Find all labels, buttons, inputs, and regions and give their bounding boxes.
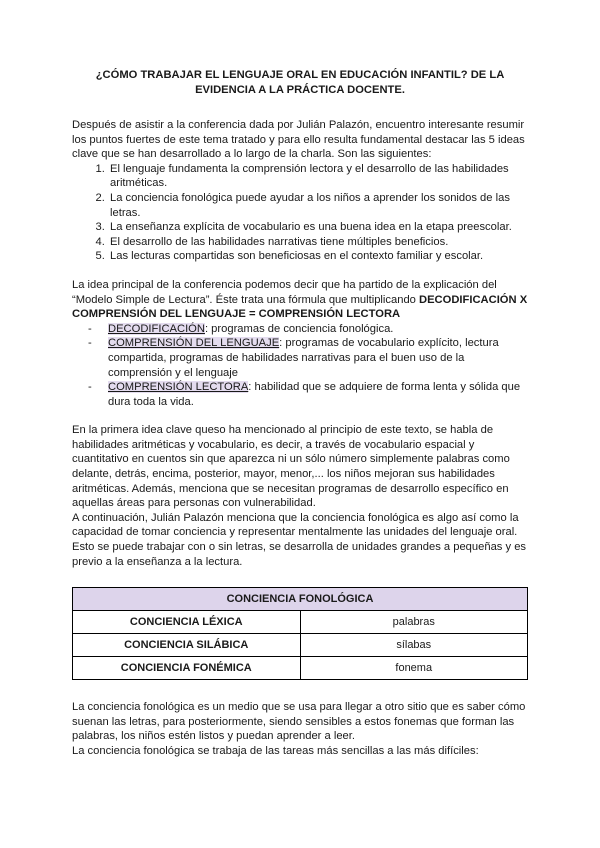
phonological-table [72,587,528,680]
table-cell-value: fonema [300,657,528,680]
model-formula: DECODIFICACIÓN X COMPRENSIÓN DEL LENGUAJE = COMPRENSIÓN LECTORA [72,293,528,321]
component-term: COMPRENSIÓN LECTORA [108,381,249,394]
table-cell-label: CONCIENCIA SILÁBICA [73,634,301,657]
table-row [73,657,528,680]
table-header: CONCIENCIA FONOLÓGICA [73,588,528,611]
paragraph-phonological: A continuación, Julián Palazón menciona que la conciencia fonológica es algo así como la capacidad de tomar conciencia y representar mentalmente las unidades del lenguaje oral. Esto se puede trabajar con o sin letras, se desarrolla de unidades grandes a pequeñas y es previo a la enseñanza a la lectura. [72,511,527,568]
list-item [108,380,528,409]
paragraph-arithmetic: En la primera idea clave queso ha mencionado al principio de este texto, se habla de habilidades aritméticas y vocabulario, es decir, a través de vocabulario espacial y cuantitativo en cuentos sin que aparezca ni un sólo número simplemente palabras como delante, detrás, encima, posterior, mayor, menor,... los niños mejoran sus habilidades aritméticas. Además, menciona que se necesitan programas de desarrollo específico en aquellas áreas para personas con vulnerabilidad. [72,424,510,510]
list-item: 3. La enseñanza explícita de vocabulario es una buena idea en la etapa preescolar. [108,220,528,235]
paragraph-tasks: La conciencia fonológica se trabaja de las tareas más sencillas a las más difíciles: [72,745,479,757]
model-text: La idea principal de la conferencia podemos decir que ha partido de la explicación del “Modelo Simple de Lectura”. Éste trata una fórmula que multiplicando [72,278,497,306]
list-item: 5. Las lecturas compartidas son beneficiosas en el contexto familiar y escolar. [108,249,528,264]
table-row [73,634,528,657]
list-item [108,336,528,380]
table-cell-value: sílabas [300,634,528,657]
model-paragraph [72,278,528,322]
component-desc: : habilidad que se adquiere de forma lenta y sólida que dura toda la vida. [108,381,521,408]
component-desc: : programas de conciencia fonológica. [204,322,394,335]
table-cell-label: CONCIENCIA LÉXICA [73,611,301,634]
paragraph-purpose: La conciencia fonológica es un medio que se usa para llegar a otro sitio que es saber cómo suenan las letras, para posteriormente, siendo sensibles a estos fonemas que forman las palabras, los niños estén listos y puedan aprender a leer. [72,701,526,743]
list-item: 1. El lenguaje fundamenta la comprensión lectora y el desarrollo de las habilidades aritméticas. [108,162,528,191]
page-title: ¿CÓMO TRABAJAR EL LENGUAJE ORAL EN EDUCACIÓN INFANTIL? DE LA EVIDENCIA A LA PRÁCTICA DOCENTE. [95,69,505,96]
list-item: 4. El desarrollo de las habilidades narrativas tiene múltiples beneficios. [108,235,528,250]
table-cell-label: CONCIENCIA FONÉMICA [73,657,301,680]
table-cell-value: palabras [300,611,528,634]
key-ideas-list [72,162,528,264]
component-desc: : programas de vocabulario explícito, lectura compartida, programas de habilidades narrativas para el buen uso de la comprensión y el lenguaje [108,337,499,379]
intro-paragraph: Después de asistir a la conferencia dada por Julián Palazón, encuentro interesante resumir los puntos fuertes de este tema tratado y para ello resulta fundamental destacar las 5 ideas clave que se han desarrollado a lo largo de la charla. Son las siguientes: [72,119,525,161]
component-term: COMPRENSIÓN DEL LENGUAJE [108,337,280,350]
list-item: 2. La conciencia fonológica puede ayudar a los niños a aprender los sonidos de las letras. [108,191,528,220]
list-item [108,322,528,337]
component-term: DECODIFICACIÓN [108,322,205,335]
table-row [73,611,528,634]
components-list [72,322,528,410]
